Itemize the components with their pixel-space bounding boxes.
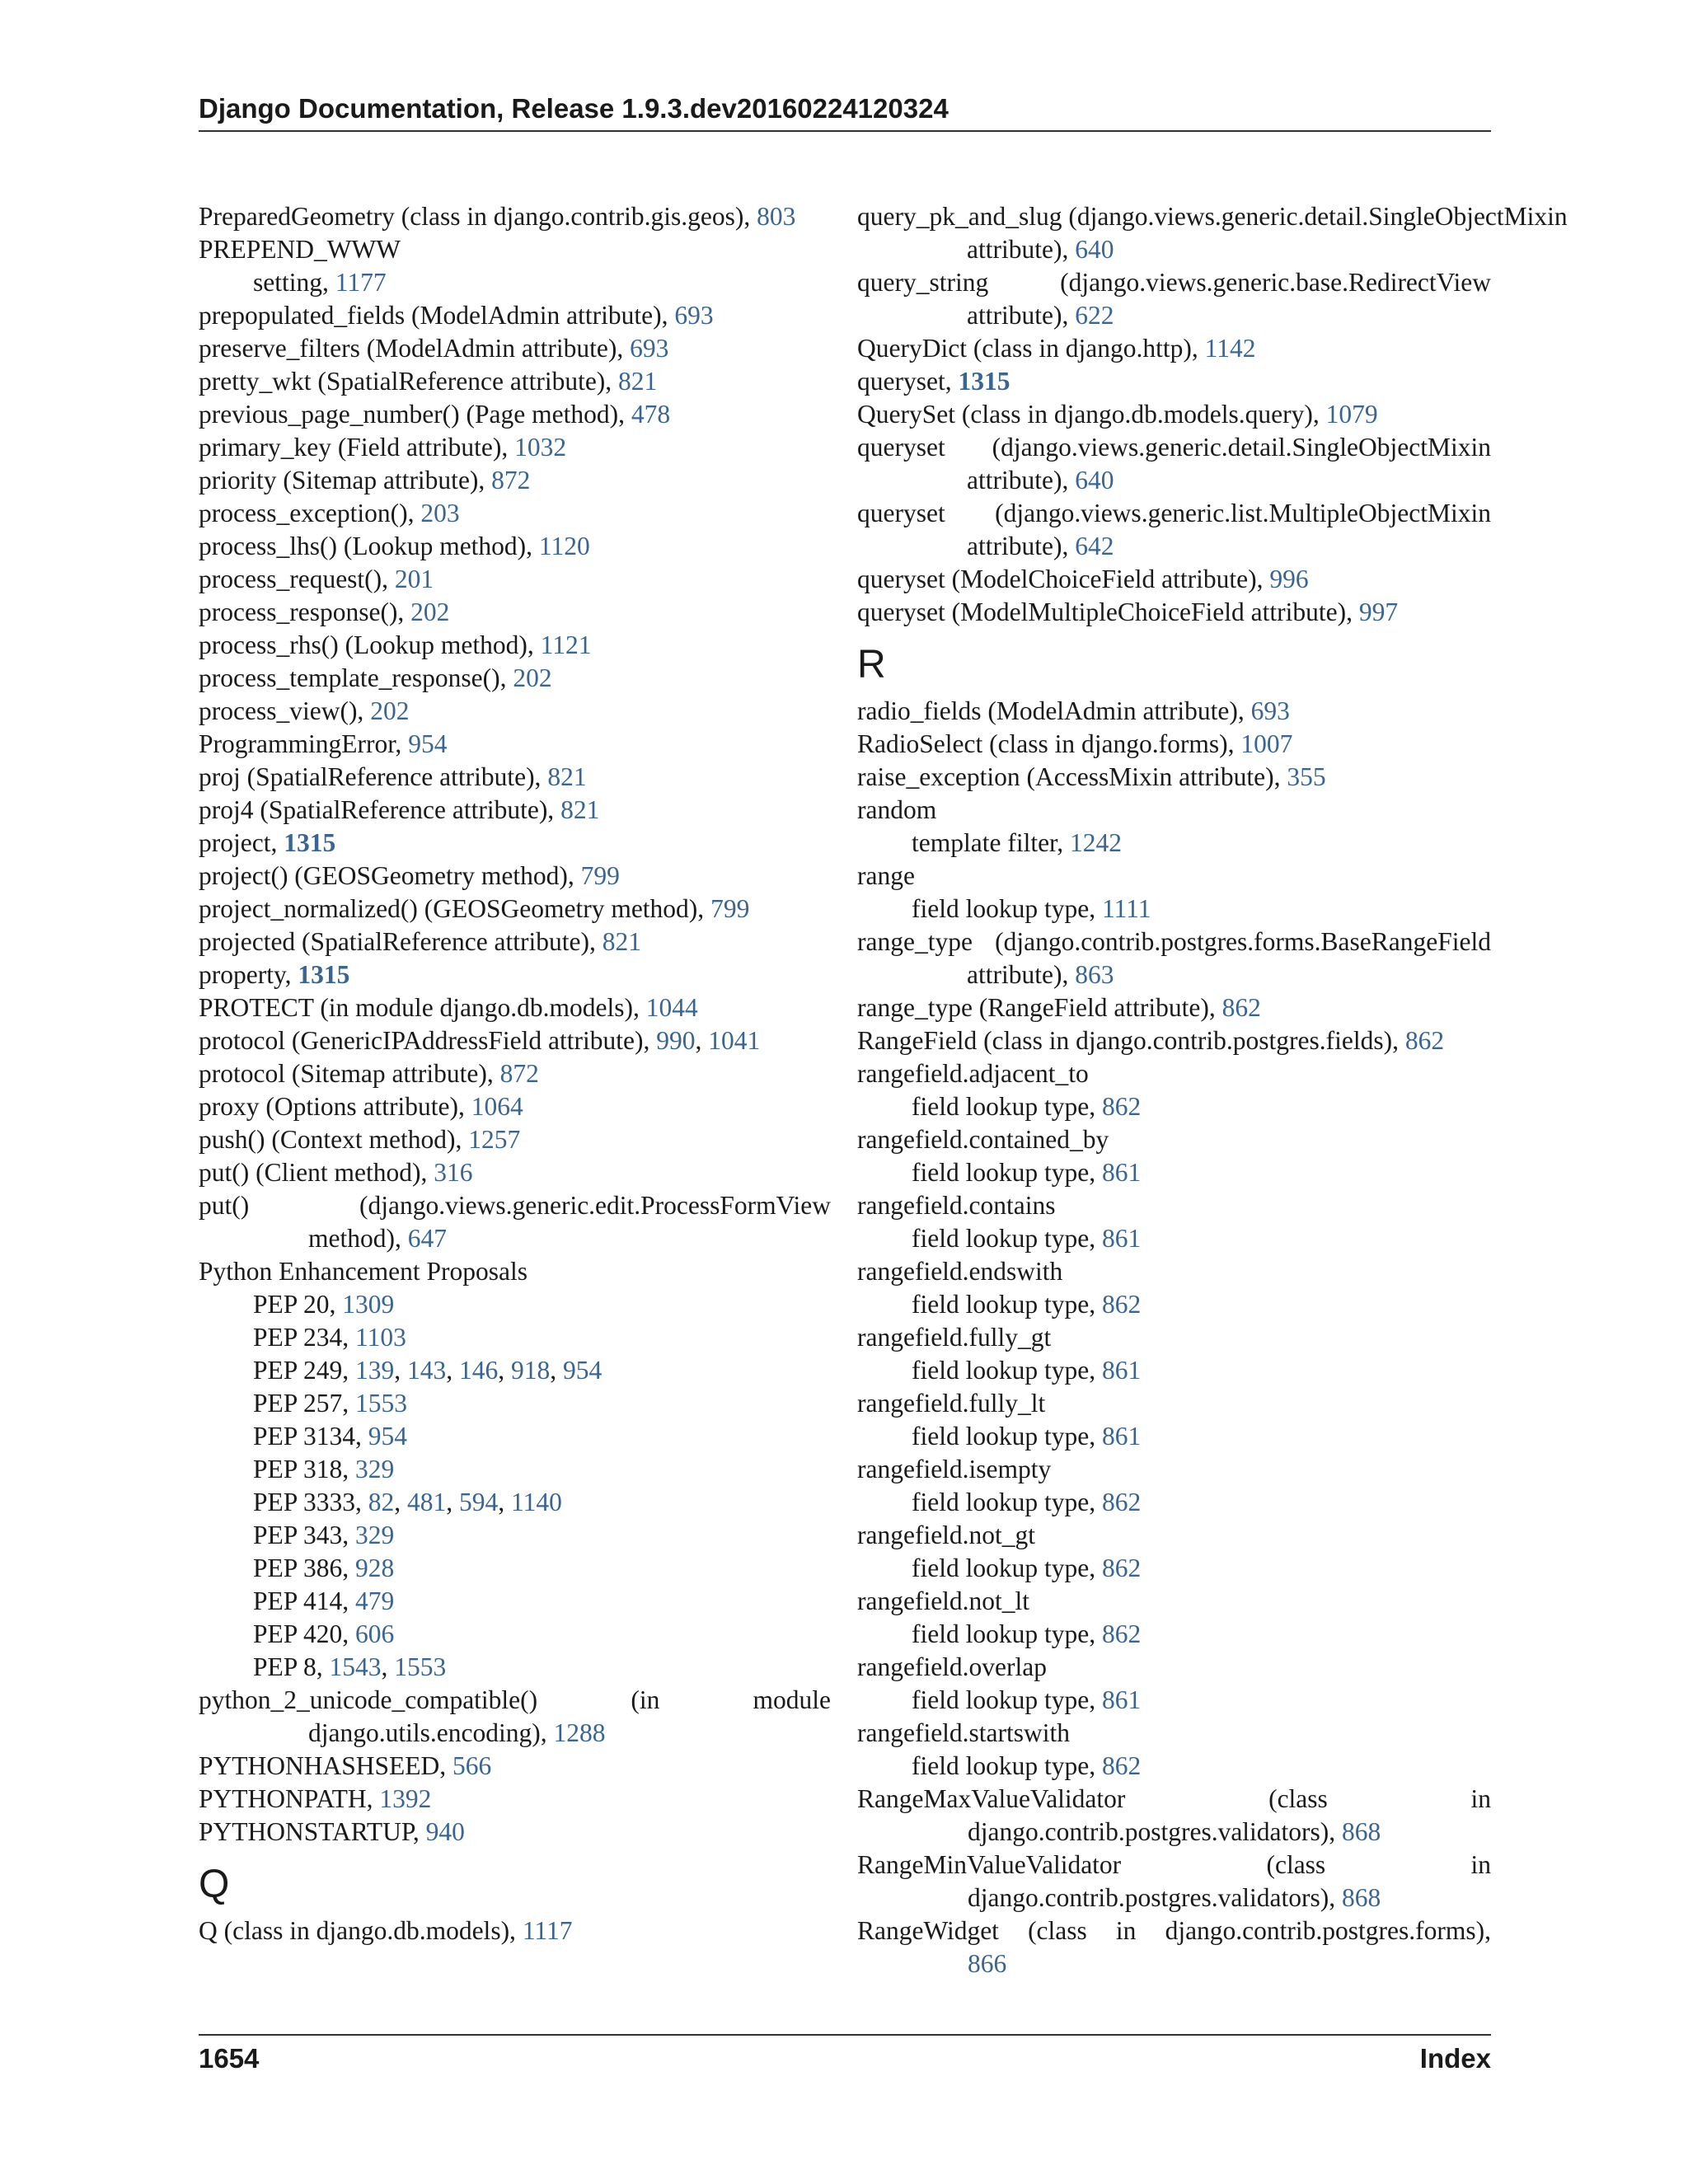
index-entry: project() (GEOSGeometry method), 799	[199, 861, 620, 890]
index-entry: project_normalized() (GEOSGeometry method), 799	[199, 894, 750, 923]
index-entry: PROTECT (in module django.db.models), 1044	[199, 993, 698, 1022]
page-ref-link[interactable]: 1288	[553, 1718, 606, 1747]
index-subentry: PEP 8, 1543, 1553	[253, 1652, 447, 1681]
index-subentry: PEP 343, 329	[253, 1521, 395, 1549]
index-column-left	[199, 200, 831, 1947]
index-entry: PYTHONSTARTUP, 940	[199, 1817, 465, 1846]
index-subentry: PEP 234, 1103	[253, 1323, 406, 1352]
page-ref-link[interactable]: 640	[1075, 466, 1114, 494]
page-ref-link[interactable]: 1064	[471, 1092, 523, 1121]
index-entry-continuation: attribute), 642	[967, 532, 1114, 560]
page-ref-link[interactable]: 479	[355, 1586, 395, 1615]
index-entry-continuation: method), 647	[308, 1224, 447, 1253]
index-entry: project, 1315	[199, 828, 336, 857]
page-ref-link[interactable]: 872	[499, 1059, 539, 1088]
page-ref-link[interactable]: 1315	[958, 367, 1010, 396]
page-ref-link[interactable]: 862	[1101, 1554, 1142, 1582]
page-ref-link[interactable]: 329	[355, 1455, 395, 1483]
header-rule	[199, 130, 1491, 132]
index-subentry: field lookup type, 861	[912, 1158, 1142, 1187]
index-entry: queryset, 1315	[857, 367, 1010, 396]
index-subentry: PEP 414, 479	[253, 1586, 395, 1615]
index-entry-continuation: attribute), 863	[967, 960, 1114, 989]
page-ref-link[interactable]: 1553	[355, 1389, 407, 1418]
page-ref-link[interactable]: 1315	[298, 960, 350, 989]
page-ref-link[interactable]: 143	[407, 1356, 447, 1385]
index-entry: rangefield.fully_lt	[857, 1389, 1046, 1418]
page-footer	[199, 2042, 1491, 2075]
page-ref-link[interactable]: 940	[425, 1817, 465, 1846]
index-entry: QuerySet (class in django.db.models.query), 1079	[857, 400, 1378, 429]
index-entry: Q (class in django.db.models), 1117	[199, 1916, 573, 1945]
page-ref-link[interactable]: 139	[355, 1356, 395, 1385]
index-entry: radio_fields (ModelAdmin attribute), 693	[857, 696, 1290, 725]
index-entry: range_type (django.contrib.postgres.forms.BaseRangeField	[857, 927, 1491, 956]
index-letter-heading: R	[857, 643, 886, 687]
index-entry-continuation: django.contrib.postgres.validators), 868	[968, 1883, 1381, 1912]
page-ref-link[interactable]: 861	[1101, 1224, 1142, 1253]
page-ref-link[interactable]: 799	[710, 894, 750, 923]
index-entry: range	[857, 861, 915, 890]
index-entry: QueryDict (class in django.http), 1142	[857, 334, 1256, 363]
page-ref-link[interactable]: 1257	[468, 1125, 521, 1154]
page-ref-link[interactable]: 862	[1101, 1619, 1142, 1648]
index-entry-continuation: attribute), 640	[967, 466, 1114, 494]
index-entry: RangeMaxValueValidator (class in	[857, 1784, 1491, 1813]
page-ref-link[interactable]: 861	[1101, 1685, 1142, 1714]
index-entry-continuation: django.utils.encoding), 1288	[308, 1718, 606, 1747]
page-ref-link[interactable]: 861	[1101, 1158, 1142, 1187]
page-ref-link[interactable]: 1121	[540, 630, 592, 659]
index-subentry: PEP 257, 1553	[253, 1389, 407, 1418]
page-ref-link[interactable]: 202	[370, 696, 410, 725]
page-ref-link[interactable]: 146	[459, 1356, 499, 1385]
index-entry: rangefield.endswith	[857, 1257, 1063, 1286]
index-entry: process_view(), 202	[199, 696, 410, 725]
index-entry: rangefield.startswith	[857, 1718, 1071, 1747]
page-ref-link[interactable]: 1032	[514, 433, 567, 462]
index-subentry: field lookup type, 862	[912, 1092, 1142, 1121]
page-ref-link[interactable]: 997	[1358, 598, 1399, 626]
page-ref-link[interactable]: 868	[1342, 1817, 1381, 1846]
page-ref-link[interactable]: 203	[420, 499, 460, 527]
index-entry: previous_page_number() (Page method), 478	[199, 400, 671, 429]
page-ref-link[interactable]: 918	[511, 1356, 551, 1385]
page-ref-link[interactable]: 863	[1075, 960, 1114, 989]
index-subentry: field lookup type, 861	[912, 1422, 1142, 1451]
page-ref-link[interactable]: 799	[580, 861, 620, 890]
page-ref-link[interactable]: 996	[1269, 565, 1309, 593]
page-ref-link[interactable]: 862	[1101, 1751, 1142, 1780]
page-ref-link[interactable]: 862	[1101, 1290, 1142, 1319]
index-entry: primary_key (Field attribute), 1032	[199, 433, 567, 462]
index-entry: process_rhs() (Lookup method), 1121	[199, 630, 592, 659]
page-ref-link[interactable]: 202	[513, 663, 552, 692]
page-ref-link[interactable]: 866	[968, 1949, 1007, 1978]
page-ref-link[interactable]: 1315	[284, 828, 336, 857]
page-ref-link[interactable]: 1140	[511, 1488, 562, 1516]
page-ref-link[interactable]: 594	[459, 1488, 499, 1516]
index-subentry: field lookup type, 862	[912, 1619, 1142, 1648]
page-ref-link[interactable]: 1111	[1101, 894, 1151, 923]
page-ref-link[interactable]: 862	[1101, 1092, 1142, 1121]
page-ref-link[interactable]: 868	[1342, 1883, 1381, 1912]
index-entry: random	[857, 795, 937, 824]
page-ref-link[interactable]: 1041	[708, 1026, 761, 1055]
index-entry: PYTHONHASHSEED, 566	[199, 1751, 492, 1780]
index-entry: python_2_unicode_compatible() (in module	[199, 1685, 831, 1714]
index-subentry: setting, 1177	[253, 268, 387, 297]
index-entry: RangeWidget (class in django.contrib.postgres.forms),	[857, 1916, 1491, 1945]
index-entry: push() (Context method), 1257	[199, 1125, 521, 1154]
page-ref-link[interactable]: 1117	[522, 1916, 573, 1945]
index-subentry: field lookup type, 862	[912, 1751, 1142, 1780]
page-ref-link[interactable]: 1120	[538, 532, 590, 560]
index-entry: rangefield.contains	[857, 1191, 1056, 1220]
page-ref-link[interactable]: 316	[434, 1158, 473, 1187]
index-column-right	[857, 200, 1568, 1980]
page-ref-link[interactable]: 642	[1075, 532, 1114, 560]
section-name: Index	[1419, 2043, 1491, 2074]
page-ref-link[interactable]: 861	[1101, 1422, 1142, 1451]
index-entry: proj4 (SpatialReference attribute), 821	[199, 795, 600, 824]
index-entry: protocol (Sitemap attribute), 872	[199, 1059, 539, 1088]
page-ref-link[interactable]: 622	[1075, 301, 1114, 330]
index-entry: PreparedGeometry (class in django.contrib.gis.geos), 803	[199, 202, 796, 231]
page-ref-link[interactable]: 861	[1101, 1356, 1142, 1385]
page-ref-link[interactable]: 1007	[1240, 729, 1293, 758]
page-ref-link[interactable]: 1309	[342, 1290, 395, 1319]
index-entry: ProgrammingError, 954	[199, 729, 448, 758]
index-entry-continuation	[857, 1947, 1491, 1980]
index-entry: property, 1315	[199, 960, 350, 989]
index-entry: process_response(), 202	[199, 598, 450, 626]
page-ref-link[interactable]: 954	[368, 1422, 407, 1451]
page-ref-link[interactable]: 355	[1287, 762, 1326, 791]
index-entry: process_exception(), 203	[199, 499, 460, 527]
footer-rule	[199, 2034, 1491, 2036]
page-ref-link[interactable]: 478	[631, 400, 671, 429]
page-header-title: Django Documentation, Release 1.9.3.dev20160224120324	[199, 93, 949, 124]
index-entry: RangeMinValueValidator (class in	[857, 1850, 1491, 1879]
index-entry: PYTHONPATH, 1392	[199, 1784, 432, 1813]
index-entry: process_template_response(), 202	[199, 663, 552, 692]
index-entry: query_pk_and_slug (django.views.generic.detail.SingleObjectMixin	[857, 202, 1568, 231]
index-subentry: PEP 318, 329	[253, 1455, 395, 1483]
page-ref-link[interactable]: 693	[630, 334, 669, 363]
index-subentry: PEP 249, 139, 143, 146, 918, 954	[253, 1356, 603, 1385]
index-entry: protocol (GenericIPAddressField attribute), 990, 1041	[199, 1026, 761, 1055]
page-ref-link[interactable]: 928	[355, 1554, 395, 1582]
page-ref-link[interactable]: 1543	[329, 1652, 382, 1681]
index-subentry: field lookup type, 861	[912, 1224, 1142, 1253]
index-subentry: field lookup type, 861	[912, 1356, 1142, 1385]
page-ref-link[interactable]: 481	[407, 1488, 447, 1516]
index-entry: raise_exception (AccessMixin attribute), 355	[857, 762, 1326, 791]
page-ref-link[interactable]: 693	[674, 301, 714, 330]
page-ref-link[interactable]: 640	[1075, 235, 1114, 264]
page-ref-link[interactable]: 821	[547, 762, 587, 791]
page-ref-link[interactable]: 1242	[1070, 828, 1123, 857]
index-entry: queryset (django.views.generic.detail.SingleObjectMixin	[857, 433, 1491, 462]
page-number: 1654	[199, 2043, 260, 2074]
index-entry: projected (SpatialReference attribute), 821	[199, 927, 642, 956]
page-ref-link[interactable]: 1553	[394, 1652, 447, 1681]
index-entry: rangefield.adjacent_to	[857, 1059, 1089, 1088]
index-entry: prepopulated_fields (ModelAdmin attribute), 693	[199, 301, 714, 330]
index-entry: rangefield.fully_gt	[857, 1323, 1052, 1352]
page-ref-link[interactable]: 606	[355, 1619, 395, 1648]
page-ref-link[interactable]: 821	[602, 927, 642, 956]
index-entry: queryset (ModelMultipleChoiceField attribute), 997	[857, 598, 1399, 626]
index-entry: rangefield.isempty	[857, 1455, 1052, 1483]
index-entry: rangefield.not_lt	[857, 1586, 1030, 1615]
page-ref-link[interactable]: 862	[1101, 1488, 1142, 1516]
page-ref-link[interactable]: 862	[1221, 993, 1261, 1022]
page-ref-link[interactable]: 647	[407, 1224, 447, 1253]
page-ref-link[interactable]: 1044	[645, 993, 698, 1022]
index-subentry: template filter, 1242	[912, 828, 1123, 857]
page-ref-link[interactable]: 202	[410, 598, 450, 626]
index-subentry: field lookup type, 862	[912, 1290, 1142, 1319]
index-entry: process_lhs() (Lookup method), 1120	[199, 532, 590, 560]
index-entry: pretty_wkt (SpatialReference attribute), 821	[199, 367, 658, 396]
index-subentry: field lookup type, 1111	[912, 894, 1151, 923]
index-entry: Python Enhancement Proposals	[199, 1257, 528, 1286]
index-letter-heading: Q	[199, 1863, 230, 1906]
index-entry: range_type (RangeField attribute), 862	[857, 993, 1261, 1022]
index-entry: rangefield.overlap	[857, 1652, 1048, 1681]
page-ref-link[interactable]: 693	[1250, 696, 1290, 725]
index-subentry: PEP 420, 606	[253, 1619, 395, 1648]
index-entry: preserve_filters (ModelAdmin attribute), 693	[199, 334, 669, 363]
page-ref-link[interactable]: 1392	[379, 1784, 432, 1813]
index-entry: rangefield.contained_by	[857, 1125, 1109, 1154]
index-entry: RadioSelect (class in django.forms), 1007	[857, 729, 1293, 758]
page-ref-link[interactable]: 872	[491, 466, 531, 494]
page-ref-link[interactable]: 82	[368, 1488, 395, 1516]
index-subentry: field lookup type, 861	[912, 1685, 1142, 1714]
page-ref-link[interactable]: 329	[355, 1521, 395, 1549]
index-subentry: PEP 3134, 954	[253, 1422, 407, 1451]
page-ref-link[interactable]: 1142	[1204, 334, 1256, 363]
index-entry: RangeField (class in django.contrib.postgres.fields), 862	[857, 1026, 1445, 1055]
page-ref-link[interactable]: 954	[408, 729, 448, 758]
page-ref-link[interactable]: 803	[757, 202, 796, 231]
index-entry-continuation: attribute), 622	[967, 301, 1114, 330]
page-ref-link[interactable]: 566	[452, 1751, 492, 1780]
index-subentry: PEP 3333, 82, 481, 594, 1140	[253, 1488, 562, 1516]
index-entry-continuation: attribute), 640	[967, 235, 1114, 264]
index-entry: priority (Sitemap attribute), 872	[199, 466, 531, 494]
index-entry: query_string (django.views.generic.base.RedirectView	[857, 268, 1491, 297]
page-ref-link[interactable]: 821	[618, 367, 658, 396]
page-ref-link[interactable]: 990	[656, 1026, 696, 1055]
index-entry: put() (django.views.generic.edit.ProcessFormView	[199, 1191, 831, 1220]
page-ref-link[interactable]: 1103	[355, 1323, 406, 1352]
page-ref-link[interactable]: 954	[563, 1356, 603, 1385]
index-subentry: PEP 386, 928	[253, 1554, 395, 1582]
page-ref-link[interactable]: 862	[1404, 1026, 1445, 1055]
index-entry: PREPEND_WWW	[199, 235, 401, 264]
index-entry: put() (Client method), 316	[199, 1158, 473, 1187]
index-entry-continuation: django.contrib.postgres.validators), 868	[968, 1817, 1381, 1846]
page-ref-link[interactable]: 821	[560, 795, 600, 824]
index-entry: rangefield.not_gt	[857, 1521, 1036, 1549]
page-ref-link[interactable]: 201	[394, 565, 434, 593]
index-entry: queryset (django.views.generic.list.MultipleObjectMixin	[857, 499, 1491, 527]
index-entry: queryset (ModelChoiceField attribute), 996	[857, 565, 1309, 593]
index-entry: process_request(), 201	[199, 565, 434, 593]
index-entry: proxy (Options attribute), 1064	[199, 1092, 523, 1121]
page-ref-link[interactable]: 1177	[335, 268, 387, 297]
index-subentry: field lookup type, 862	[912, 1488, 1142, 1516]
index-entry: proj (SpatialReference attribute), 821	[199, 762, 587, 791]
index-subentry: field lookup type, 862	[912, 1554, 1142, 1582]
index-subentry: PEP 20, 1309	[253, 1290, 395, 1319]
page-ref-link[interactable]: 1079	[1325, 400, 1378, 429]
